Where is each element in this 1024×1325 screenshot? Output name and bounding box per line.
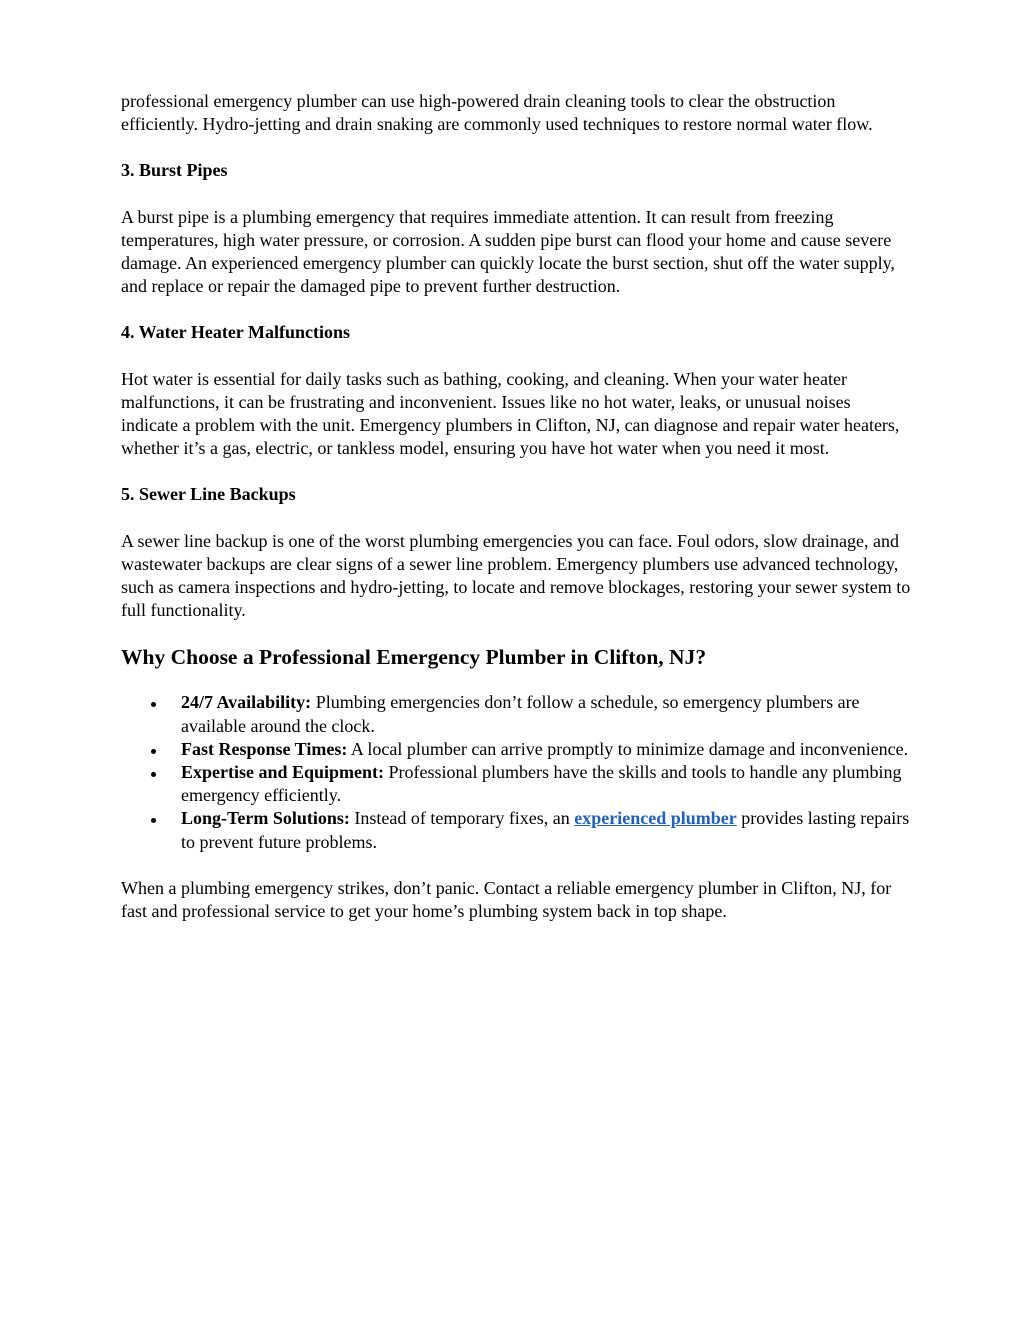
list-item: [121, 691, 911, 737]
bullet-icon: [151, 772, 156, 777]
list-item-label: Fast Response Times:: [181, 738, 348, 759]
benefits-list: [121, 691, 911, 853]
list-item: [121, 738, 911, 761]
list-item-text-after: provides lasting repairs to prevent future problems.: [181, 808, 910, 852]
list-item-text: Professional plumbers have the skills and tools to handle any plumbing emergency efficiently.: [181, 762, 902, 806]
section-heading-sewer-line: 5. Sewer Line Backups: [121, 484, 296, 505]
section-body-sewer-line: A sewer line backup is one of the worst plumbing emergencies you can face. Foul odors, slow drainage, and wastewater backups are clear signs of a sewer line problem. Emergency plumbers use advanced technology, such as camera inspections and hydro-jetting, to locate and remove blockages, restoring your sewer system to full functionality.: [121, 530, 911, 621]
section-heading-water-heater: 4. Water Heater Malfunctions: [121, 322, 350, 343]
why-choose-heading: Why Choose a Professional Emergency Plumber in Clifton, NJ?: [121, 645, 707, 670]
list-item-text-before: Instead of temporary fixes, an: [349, 808, 575, 829]
list-item-text: Plumbing emergencies don’t follow a schedule, so emergency plumbers are available around the clock.: [181, 692, 860, 736]
document-page: [121, 90, 911, 923]
list-item: [121, 761, 911, 807]
list-item: [121, 807, 911, 853]
section-heading-burst-pipes: 3. Burst Pipes: [121, 160, 228, 181]
bullet-icon: [151, 818, 156, 823]
closing-paragraph: When a plumbing emergency strikes, don’t panic. Contact a reliable emergency plumber in Clifton, NJ, for fast and professional service to get your home’s plumbing system back in top shape.: [121, 877, 892, 922]
list-item-label: 24/7 Availability:: [181, 692, 312, 713]
section-body-burst-pipes: A burst pipe is a plumbing emergency that requires immediate attention. It can result from freezing temperatures, high water pressure, or corrosion. A sudden pipe burst can flood your home and cause severe damage. An experienced emergency plumber can quickly locate the burst section, shut off the water supply, and replace or repair the damaged pipe to prevent further destruction.: [121, 206, 895, 297]
list-item-label: Expertise and Equipment:: [181, 762, 385, 783]
bullet-icon: [151, 702, 156, 707]
bullet-icon: [151, 749, 156, 754]
experienced-plumber-link[interactable]: experienced plumber: [574, 808, 737, 829]
intro-paragraph: professional emergency plumber can use high-powered drain cleaning tools to clear the obstruction efficiently. Hydro-jetting and drain snaking are commonly used techniques to restore normal water flow.: [121, 91, 873, 135]
section-body-water-heater: Hot water is essential for daily tasks such as bathing, cooking, and cleaning. When your water heater malfunctions, it can be frustrating and inconvenient. Issues like no hot water, leaks, or unusual noises indicate a problem with the unit. Emergency plumbers in Clifton, NJ, can diagnose and repair water heaters, whether it’s a gas, electric, or tankless model, ensuring you have hot water when you need it most.: [121, 368, 900, 459]
list-item-text: A local plumber can arrive promptly to minimize damage and inconvenience.: [347, 738, 909, 759]
list-item-label: Long-Term Solutions:: [181, 808, 350, 829]
